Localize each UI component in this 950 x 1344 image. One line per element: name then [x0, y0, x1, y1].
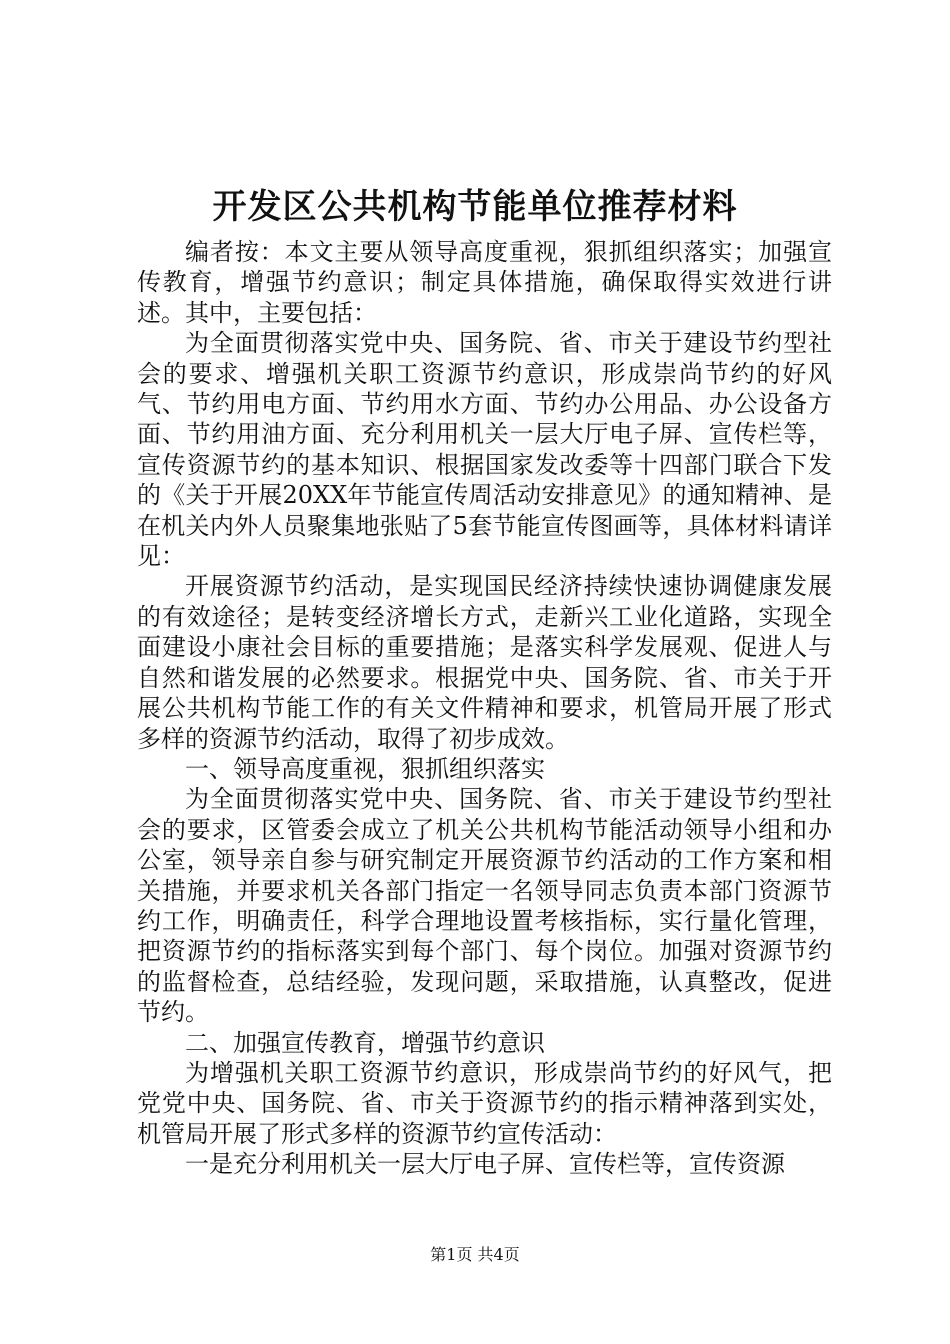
section-heading-2: 二、加强宣传教育，增强节约意识: [185, 1028, 545, 1057]
section-2-paragraph: 为增强机关职工资源节约意识，形成崇尚节约的好风气，把党党中央、国务院、省、市关于资源节约的指示精神落到实处，机管局开展了形式多样的资源节约宣传活动：: [137, 1058, 832, 1148]
intro-paragraph: 开展资源节约活动，是实现国民经济持续快速协调健康发展的有效途径；是转变经济增长方式，走新兴工业化道路，实现全面建设小康社会目标的重要措施；是落实科学发展观、促进人与自然和谐发展的必然要求。根据党中央、国务院、省、市关于开展公共机构节能工作的有关文件精神和要求，机管局开展了形式多样的资源节约活动，取得了初步成效。: [137, 572, 832, 753]
editor-note-paragraph: 编者按：本文主要从领导高度重视，狠抓组织落实；加强宣传教育，增强节约意识；制定具体措施，确保取得实效进行讲述。其中，主要包括：: [137, 238, 832, 327]
page-footer: 第1页 共4页: [430, 1245, 520, 1264]
summary-paragraph: 为全面贯彻落实党中央、国务院、省、市关于建设节约型社会的要求、增强机关职工资源节约意识，形成崇尚节约的好风气、节约用电方面、节约用水方面、节约办公用品、办公设备方面、节约用油方面、充分利用机关一层大厅电子屏、宣传栏等，宣传资源节约的基本知识、根据国家发改委等十四部门联合下发的《关于开展20XX年节能宣传周活动安排意见》的通知精神、是在机关内外人员聚集地张贴了5套节能宣传图画等，具体材料请详见：: [137, 329, 832, 571]
section-2-item-1: 一是充分利用机关一层大厅电子屏、宣传栏等，宣传资源: [185, 1150, 785, 1179]
document-body: [137, 237, 832, 1180]
page-title: 开发区公共机构节能单位推荐材料: [212, 187, 738, 227]
section-1-paragraph: 为全面贯彻落实党中央、国务院、省、市关于建设节约型社会的要求，区管委会成立了机关公共机构节能活动领导小组和办公室，领导亲自参与研究制定开展资源节约活动的工作方案和相关措施，并要求机关各部门指定一名领导同志负责本部门资源节约工作，明确责任，科学合理地设置考核指标，实行量化管理，把资源节约的指标落实到每个部门、每个岗位。加强对资源节约的监督检查，总结经验，发现问题，采取措施，认真整改，促进节约。: [137, 785, 832, 1027]
section-heading-1: 一、领导高度重视，狠抓组织落实: [185, 754, 545, 783]
